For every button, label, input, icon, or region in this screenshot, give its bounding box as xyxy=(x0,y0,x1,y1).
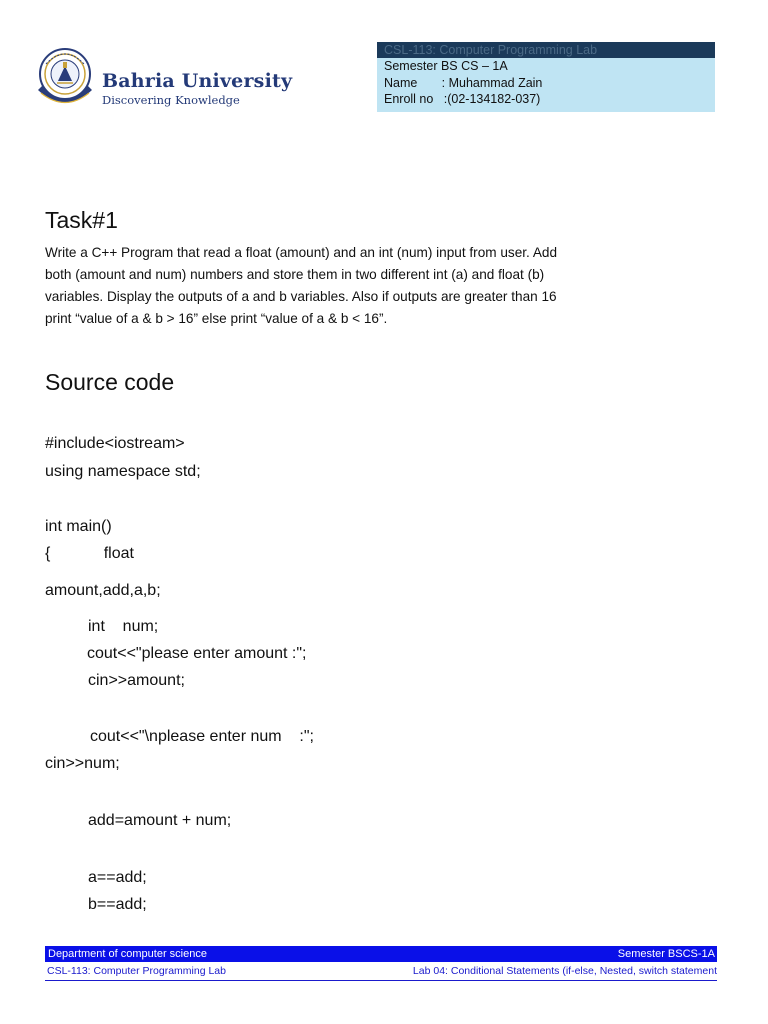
code-line: using namespace std; xyxy=(45,463,201,480)
code-line: cout<<"\nplease enter num :"; xyxy=(90,728,314,745)
code-line: cin>>amount; xyxy=(88,672,185,689)
task-line: variables. Display the outputs of a and b variables. Also if outputs are greater than 16 xyxy=(45,289,557,304)
code-line: b==add; xyxy=(88,896,147,913)
enroll-number: Enroll no :(02-134182-037) xyxy=(384,92,541,106)
code-line: int num; xyxy=(88,618,159,635)
task-line: both (amount and num) numbers and store them in two different int (a) and float (b) xyxy=(45,267,545,282)
code-line: cout<<"please enter amount :"; xyxy=(87,645,307,662)
course-title: CSL-113: Computer Programming Lab xyxy=(377,42,715,58)
footer-bar xyxy=(45,946,717,962)
source-code-heading: Source code xyxy=(45,369,175,395)
code-line: int main() xyxy=(45,518,112,535)
student-name: Name : Muhammad Zain xyxy=(384,75,543,90)
semester-label: Semester BS CS – 1A xyxy=(384,59,508,73)
footer-course: CSL-113: Computer Programming Lab xyxy=(47,965,226,977)
course-info-box xyxy=(377,42,715,112)
code-line: amount,add,a,b; xyxy=(45,582,161,599)
university-logo xyxy=(32,44,293,114)
footer-semester: Semester BSCS-1A xyxy=(617,948,715,960)
university-seal-icon xyxy=(32,44,98,110)
code-line: add=amount + num; xyxy=(88,812,232,829)
task-heading: Task#1 xyxy=(45,207,118,233)
footer-lab-title: Lab 04: Conditional Statements (if-else, Nested, switch statement xyxy=(412,965,717,977)
footer-subline xyxy=(45,964,717,981)
footer-department: Department of computer science xyxy=(48,948,207,960)
code-line: { float xyxy=(45,545,134,562)
university-tagline: Discovering Knowledge xyxy=(102,93,240,107)
code-line: #include<iostream> xyxy=(45,435,185,452)
task-line: Write a C++ Program that read a float (amount) and an int (num) input from user. Add xyxy=(45,245,558,260)
task-description xyxy=(45,242,685,330)
code-line: a==add; xyxy=(88,869,147,886)
code-line: cin>>num; xyxy=(45,755,120,772)
university-name: Bahria University xyxy=(102,70,293,92)
task-line: print “value of a & b > 16” else print “value of a & b < 16”. xyxy=(45,311,388,326)
